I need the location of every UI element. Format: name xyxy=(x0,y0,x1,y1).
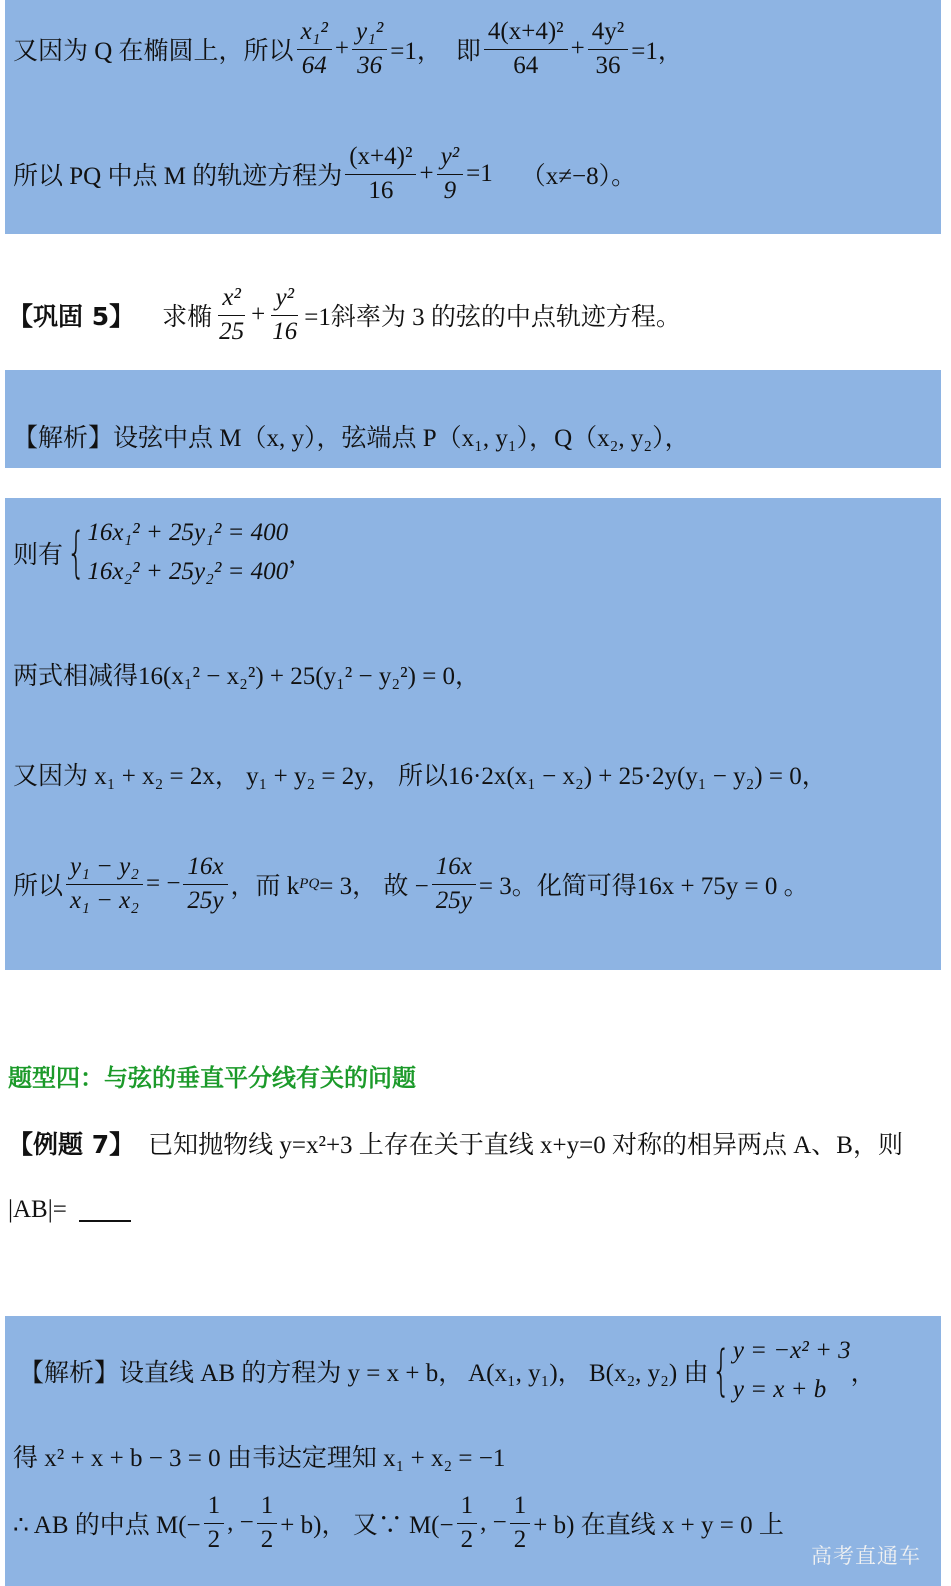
section-heading: 题型四：与弦的垂直平分线有关的问题 xyxy=(8,1064,416,1092)
equation-system: { y = −x² + 3 y = x + b xyxy=(712,1337,851,1403)
consolidate-label: 【巩固 5】 xyxy=(8,302,135,332)
derivation-line-trajectory: 所以 PQ 中点 M 的轨迹方程为 $\frac{\text{(x+4)²}}{16}$ + $\frac{\text{y²}}{9}$ =1 （x≠−8）。 xyxy=(13,143,637,204)
fraction: $\frac{16x}{25y}$ xyxy=(432,853,476,916)
fraction: $\frac{1}{2}$ xyxy=(204,1492,225,1555)
derivation-line-q-on-ellipse: 又因为 Q 在椭圆上，所以 $\frac{\text{x₁²}}{64}$ + $\frac{\text{y₁²}}{36}$ =1， 即 $\frac{\text{4(x+4)²}}{64}$ + $\frac{\text{4y²}}{36}$ =1， xyxy=(13,18,683,79)
analysis-7-panel xyxy=(5,1316,941,1586)
analysis-label: 【解析】 xyxy=(19,1359,120,1387)
answer-blank xyxy=(79,1198,131,1222)
derivation-panel-3 xyxy=(5,498,941,970)
equation-system-line: 则有 { 16x₁² + 25y₁² = 400 16x₂² + 25y₂² = 400 ， xyxy=(13,514,933,592)
fraction: $\frac{1}{2}$ xyxy=(457,1492,478,1555)
analysis-5-line: 【解析】 设弦中点 M（x, y），弦端点 P（x₁, y₁），Q（x₂, y₂）， xyxy=(13,418,933,454)
brace-icon: { xyxy=(66,520,86,584)
derivation-panel-1 xyxy=(5,0,941,234)
midpoint-line: 又因为 x₁ + x₂ = 2x， y₁ + y₂ = 2y， 所以16·2x(x₁ − x₂) + 25·2y(y₁ − y₂) = 0， xyxy=(13,763,827,790)
fraction: $\frac{16x}{25y}$ xyxy=(183,853,227,916)
example-7-answer-line: |AB|= xyxy=(8,1196,943,1224)
fraction: $\frac{\text{(x+4)²}}{16}$ xyxy=(345,143,416,206)
fraction: $\frac{\text{x₁²}}{64}$ xyxy=(297,18,332,81)
example-label: 【例题 7】 xyxy=(8,1130,135,1159)
analysis-7-line-2: 得 x² + x + b − 3 = 0 由韦达定理知 x₁ + x₂ = −1 xyxy=(13,1445,506,1472)
brace-icon: { xyxy=(712,1338,732,1402)
fraction: $\frac{\text{y₁ − y₂}}{\text{x₁ − x₂}}$ xyxy=(66,853,143,916)
watermark-text: 高考直通车 xyxy=(811,1544,921,1568)
analysis-label: 【解析】 xyxy=(13,425,114,452)
fraction: $\frac{1}{2}$ xyxy=(510,1492,531,1555)
analysis-5-panel xyxy=(5,370,941,468)
consolidate-5-problem: 【巩固 5】 求椭 $\frac{\text{x²}}{25}$ + $\frac{\text{y²}}{16}$ =1斜率为 3 的弦的中点轨迹方程。 xyxy=(8,284,681,345)
analysis-7-line-1: 【解析】 设直线 AB 的方程为 y = x + b， A(x₁, y₁)， B(x₂, y₂) 由 { y = −x² + 3 y = x + b ， xyxy=(19,1332,933,1410)
fraction: $\frac{\text{4(x+4)²}}{64}$ xyxy=(484,18,568,81)
fraction: $\frac{\text{y²}}{16}$ xyxy=(272,284,298,345)
fraction: $\frac{\text{x²}}{25}$ xyxy=(219,284,245,345)
equation-system: { 16x₁² + 25y₁² = 400 16x₂² + 25y₂² = 400 xyxy=(66,519,289,585)
fraction: $\frac{\text{y²}}{9}$ xyxy=(437,143,464,206)
fraction: $\frac{1}{2}$ xyxy=(257,1492,278,1555)
subtract-line: 两式相减得16(x₁² − x₂²) + 25(y₁² − y₂²) = 0， xyxy=(13,663,481,690)
analysis-7-line-3: ∴ AB 的中点 M(− $\frac{1}{2}$ , − $\frac{1}{2}$ + b)， 又∵ M(− $\frac{1}{2}$ , − $\frac{1}{2}$ + b) 在直线 x + y = 0 上 xyxy=(13,1492,784,1553)
fraction: $\frac{\text{y₁²}}{36}$ xyxy=(352,18,387,81)
slope-line: 所以 $\frac{\text{y₁ − y₂}}{\text{x₁ − x₂}}$ = − $\frac{16x}{25y}$ ，而 k PQ = 3， 故 − $\frac{16x}{25y}$ = 3。化简可得16x + 75y = 0 。 xyxy=(13,853,809,914)
fraction: $\frac{\text{4y²}}{36}$ xyxy=(588,18,629,81)
example-7-problem: 【例题 7】 已知抛物线 y=x²+3 上存在关于直线 x+y=0 对称的相异两点 A、B，则 xyxy=(8,1125,943,1161)
text: 又因为 Q 在椭圆上，所以 xyxy=(13,38,294,66)
